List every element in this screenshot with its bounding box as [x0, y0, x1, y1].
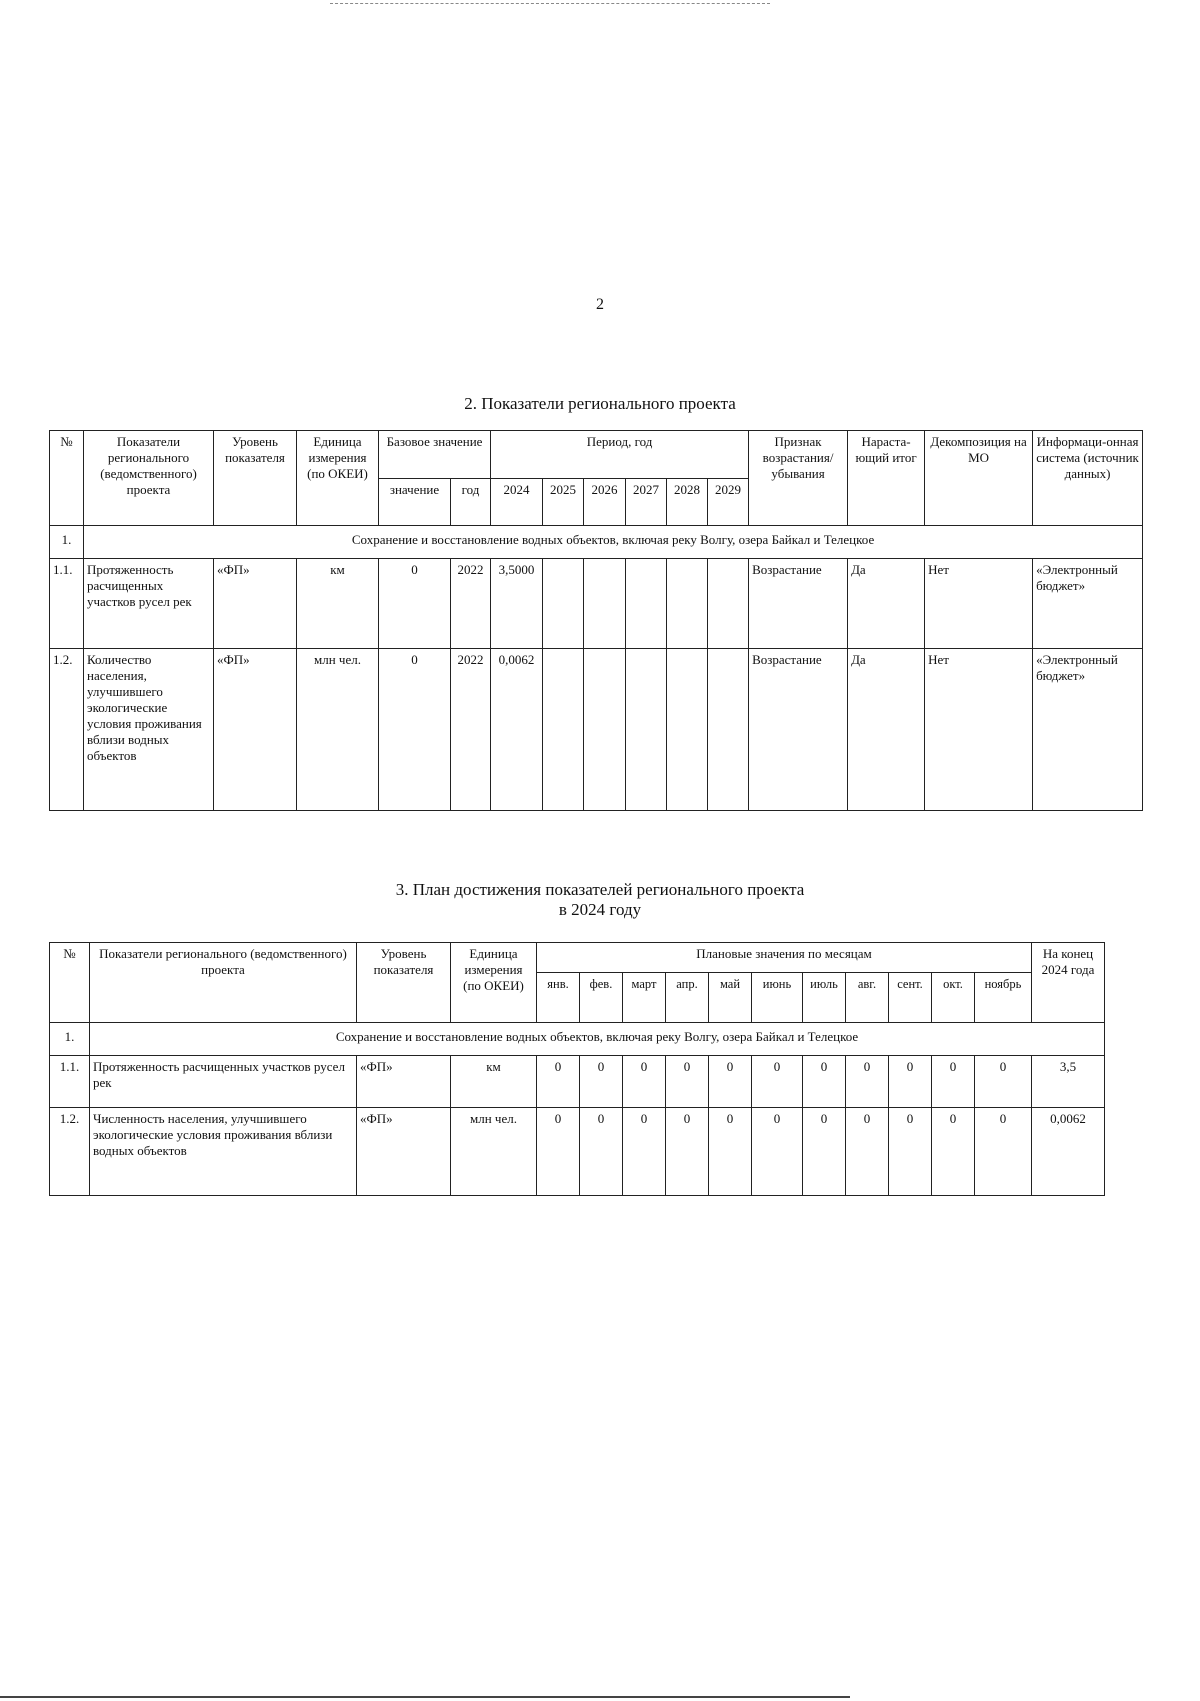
header-base-value: значение: [379, 479, 451, 526]
row-month-value: 0: [889, 1108, 932, 1196]
row-month-value: 0: [975, 1108, 1032, 1196]
table-row: [50, 1056, 1105, 1108]
header-month: авг.: [846, 973, 889, 1023]
row-month-value: 0: [889, 1056, 932, 1108]
header-decomposition: Декомпозиция на МО: [925, 431, 1033, 526]
row-month-value: 0: [666, 1056, 709, 1108]
row-month-value: 0: [580, 1056, 623, 1108]
header-month: март: [623, 973, 666, 1023]
row-unit: млн чел.: [297, 649, 379, 811]
row-month-value: 0: [752, 1056, 803, 1108]
table-row: [50, 559, 1143, 649]
row-month-value: 0: [623, 1108, 666, 1196]
row-year-value: 3,5000: [491, 559, 543, 649]
header-indicator: Показатели регионального (ведомственного) проекта: [90, 943, 357, 1023]
section-num: 1.: [50, 526, 84, 559]
header-year: 2029: [708, 479, 749, 526]
header-num: №: [50, 431, 84, 526]
scan-bottom-edge: [0, 1696, 850, 1698]
section2-title: 2. Показатели регионального проекта: [464, 394, 736, 413]
header-info-system: Информаци-онная система (источник данных): [1033, 431, 1143, 526]
row-unit: км: [451, 1056, 537, 1108]
row-month-value: 0: [975, 1056, 1032, 1108]
header-period: Период, год: [491, 431, 749, 479]
header-month: апр.: [666, 973, 709, 1023]
header-end-of-year: На конец 2024 года: [1032, 943, 1105, 1023]
section-num: 1.: [50, 1023, 90, 1056]
row-year-value: [708, 559, 749, 649]
row-base-year: 2022: [451, 649, 491, 811]
row-month-value: 0: [666, 1108, 709, 1196]
section3-title-line1: 3. План достижения показателей регионального проекта: [395, 880, 805, 899]
header-year: 2024: [491, 479, 543, 526]
row-year-value: [626, 559, 667, 649]
row-month-value: 0: [932, 1108, 975, 1196]
header-trend: Признак возрастания/ убывания: [749, 431, 848, 526]
row-month-value: 0: [803, 1056, 846, 1108]
row-year-value: [708, 649, 749, 811]
row-month-value: 0: [752, 1108, 803, 1196]
row-month-value: 0: [537, 1056, 580, 1108]
row-num: 1.1.: [50, 1056, 90, 1108]
section-text: Сохранение и восстановление водных объектов, включая реку Волгу, озера Байкал и Телецкое: [90, 1023, 1105, 1056]
row-indicator: Количество населения, улучшившего экологические условия проживания вблизи водных объектов: [84, 649, 214, 811]
header-level: Уровень показателя: [214, 431, 297, 526]
header-month: май: [709, 973, 752, 1023]
table-row: [50, 649, 1143, 811]
header-month: июль: [803, 973, 846, 1023]
header-base-year: год: [451, 479, 491, 526]
header-year: 2027: [626, 479, 667, 526]
row-num: 1.1.: [50, 559, 84, 649]
row-level: «ФП»: [357, 1056, 451, 1108]
header-month: фев.: [580, 973, 623, 1023]
header-indicator: Показатели регионального (ведомственного) проекта: [84, 431, 214, 526]
section3-title: [0, 880, 1200, 920]
row-month-value: 0: [803, 1108, 846, 1196]
header-base: Базовое значение: [379, 431, 491, 479]
header-month: янв.: [537, 973, 580, 1023]
row-year-value: [543, 649, 584, 811]
row-num: 1.2.: [50, 649, 84, 811]
row-level: «ФП»: [214, 649, 297, 811]
row-end-of-year: 3,5: [1032, 1056, 1105, 1108]
row-level: «ФП»: [357, 1108, 451, 1196]
header-year: 2025: [543, 479, 584, 526]
row-level: «ФП»: [214, 559, 297, 649]
row-info-system: «Электронный бюджет»: [1033, 559, 1143, 649]
header-year: 2028: [667, 479, 708, 526]
row-month-value: 0: [709, 1108, 752, 1196]
header-unit: Единица измерения (по ОКЕИ): [451, 943, 537, 1023]
row-month-value: 0: [623, 1056, 666, 1108]
row-year-value: 0,0062: [491, 649, 543, 811]
row-end-of-year: 0,0062: [1032, 1108, 1105, 1196]
header-month: сент.: [889, 973, 932, 1023]
row-decomposition: Нет: [925, 559, 1033, 649]
section-text: Сохранение и восстановление водных объектов, включая реку Волгу, озера Байкал и Телецкое: [84, 526, 1143, 559]
row-month-value: 0: [537, 1108, 580, 1196]
header-unit: Единица измерения (по ОКЕИ): [297, 431, 379, 526]
row-indicator: Протяженность расчищенных участков русел рек: [84, 559, 214, 649]
row-base-year: 2022: [451, 559, 491, 649]
row-indicator: Численность населения, улучшившего экологические условия проживания вблизи водных объектов: [90, 1108, 357, 1196]
header-monthly: Плановые значения по месяцам: [537, 943, 1032, 973]
row-year-value: [626, 649, 667, 811]
row-info-system: «Электронный бюджет»: [1033, 649, 1143, 811]
indicators-table: [49, 430, 1143, 811]
row-unit: млн чел.: [451, 1108, 537, 1196]
header-cumulative: Нараста-ющий итог: [848, 431, 925, 526]
page-number: 2: [596, 296, 604, 313]
header-month: окт.: [932, 973, 975, 1023]
row-month-value: 0: [580, 1108, 623, 1196]
row-year-value: [584, 559, 626, 649]
row-decomposition: Нет: [925, 649, 1033, 811]
row-month-value: 0: [846, 1056, 889, 1108]
row-year-value: [543, 559, 584, 649]
row-month-value: 0: [932, 1056, 975, 1108]
row-year-value: [667, 559, 708, 649]
header-level: Уровень показателя: [357, 943, 451, 1023]
table-row: [50, 1108, 1105, 1196]
row-base-value: 0: [379, 649, 451, 811]
section3-title-line2: в 2024 году: [558, 900, 642, 919]
row-num: 1.2.: [50, 1108, 90, 1196]
monthly-plan-table: [49, 942, 1105, 1196]
row-trend: Возрастание: [749, 559, 848, 649]
row-year-value: [667, 649, 708, 811]
row-year-value: [584, 649, 626, 811]
row-base-value: 0: [379, 559, 451, 649]
row-indicator: Протяженность расчищенных участков русел рек: [90, 1056, 357, 1108]
header-num: №: [50, 943, 90, 1023]
header-month: июнь: [752, 973, 803, 1023]
row-month-value: 0: [846, 1108, 889, 1196]
row-cumulative: Да: [848, 559, 925, 649]
row-unit: км: [297, 559, 379, 649]
scan-top-edge: [330, 3, 770, 4]
row-cumulative: Да: [848, 649, 925, 811]
header-year: 2026: [584, 479, 626, 526]
row-month-value: 0: [709, 1056, 752, 1108]
row-trend: Возрастание: [749, 649, 848, 811]
header-month: ноябрь: [975, 973, 1032, 1023]
